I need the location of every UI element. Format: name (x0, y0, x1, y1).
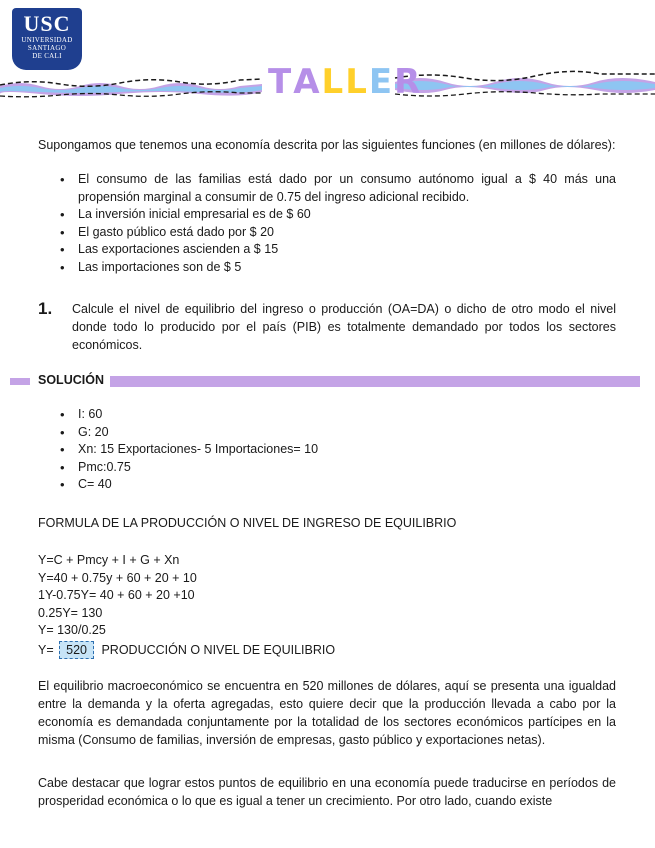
explanation-paragraph-1: El equilibrio macroeconómico se encuentra en 520 millones de dólares, aquí se presenta una igualdad entre la demanda y la oferta agregadas, esto quiere decir que la producción llevada a cabo por la economía es demandada conjuntamente por la totalidad de los sectores económicos partícipes en la misma (Consumo de familias, inversión de empresas, gasto público y exportaciones netas). (38, 679, 616, 747)
explanation-paragraph-2: Cabe destacar que lograr estos puntos de equilibrio en una economía puede traducirse en períodos de prosperidad económica o lo que es igual a tener un crecimiento. Por otro lado, cuando existe (38, 776, 616, 808)
list-item: • El consumo de las familias está dado por un consumo autónomo igual a $ 40 más una propensión marginal a consumir de 0.75 del ingreso adicional recibido. (56, 171, 616, 206)
formula-title: FORMULA DE LA PRODUCCIÓN O NIVEL DE INGRESO DE EQUILIBRIO (38, 516, 457, 530)
list-item: • I: 60 (56, 406, 456, 424)
logo-line-1: UNIVERSIDAD (21, 36, 73, 44)
title-letter: T (268, 62, 294, 102)
result-label: PRODUCCIÓN O NIVEL DE EQUILIBRIO (101, 643, 336, 657)
equation-line: Y=40 + 0.75y + 60 + 20 + 10 (38, 570, 197, 585)
list-item: • Pmc:0.75 (56, 459, 456, 477)
title-letter: L (321, 62, 346, 102)
title-letter: A (293, 62, 322, 102)
equation-line: Y=C + Pmcy + I + G + Xn (38, 553, 180, 567)
intro-paragraph: Supongamos que tenemos una economía descrita por las siguientes funciones (en millones de dólares): (38, 138, 616, 152)
solution-accent-left (10, 378, 30, 385)
logo-acronym: USC (23, 11, 71, 36)
variables-list (56, 406, 456, 494)
equation-line: Y= 130/0.25 (38, 623, 106, 637)
title-letter: L (345, 62, 369, 102)
page-title (268, 62, 422, 102)
equation-line: 0.25Y= 130 (38, 605, 103, 620)
solution-accent-bar (110, 376, 640, 387)
list-item: • El gasto público está dado por $ 20 (56, 224, 616, 242)
list-item: • C= 40 (56, 476, 456, 494)
result-line (38, 641, 335, 660)
wave-right-blue (395, 81, 655, 90)
list-item: • Las importaciones son de $ 5 (56, 259, 616, 277)
title-letter: E (368, 62, 395, 102)
logo-line-3: DE CALI (32, 52, 62, 60)
logo-line-2: SANTIAGO (27, 44, 67, 52)
solution-heading: SOLUCIÓN (38, 373, 104, 387)
list-item: • Las exportaciones ascienden a $ 15 (56, 241, 616, 259)
list-item: • La inversión inicial empresarial es de $ 60 (56, 206, 616, 224)
result-prefix: Y= (38, 643, 54, 657)
equation-line: 1Y-0.75Y= 40 + 60 + 20 +10 (38, 588, 195, 602)
title-letter: R (394, 62, 423, 102)
question-number: 1. (38, 299, 53, 318)
list-item: • Xn: 15 Exportaciones- 5 Importaciones= 10 (56, 441, 456, 459)
wave-left-dashes (0, 79, 262, 86)
result-highlight: 520 (59, 641, 94, 659)
assumptions-list (56, 171, 616, 276)
list-item: • G: 20 (56, 424, 456, 442)
question-text: Calcule el nivel de equilibrio del ingreso o producción (OA=DA) o dicho de otro modo el nivel donde todo lo producido por el país (PIB) es totalmente demandado por todos los sectores económicos. (72, 302, 616, 352)
